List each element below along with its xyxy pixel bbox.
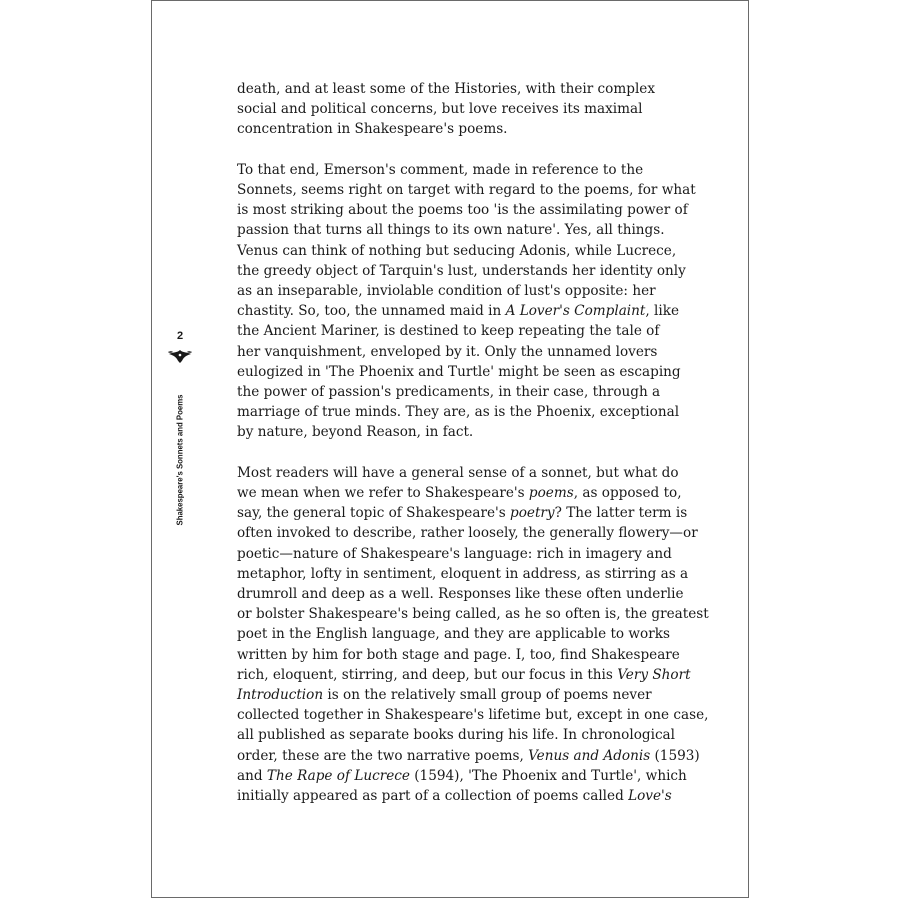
text-run: , like — [645, 303, 679, 320]
text-run: Venus can think of nothing but seducing Adonis, while Lucrece, — [237, 242, 677, 259]
text-line — [237, 645, 680, 665]
text-run: concentration in Shakespeare's poems. — [237, 121, 508, 138]
text-line — [237, 180, 696, 200]
text-line — [237, 200, 688, 220]
text-run: marriage of true minds. They are, as is the Phoenix, exceptional — [237, 404, 680, 421]
text-line — [237, 160, 669, 180]
text-run: often invoked to describe, rather loosely, the generally flowery—or — [237, 525, 698, 542]
text-run: as an inseparable, inviolable condition of lust's opposite: her — [237, 283, 656, 300]
text-line — [237, 281, 669, 301]
text-run: the Ancient Mariner, is destined to keep repeating the tale of — [237, 323, 660, 340]
text-run: Most readers will have a general sense of a sonnet, but what do — [237, 464, 679, 481]
text-line — [237, 624, 669, 644]
text-line — [237, 544, 672, 564]
text-run: , as opposed to, — [573, 485, 682, 502]
paragraph — [237, 160, 696, 443]
italic-text: Introduction — [237, 687, 324, 704]
text-line — [237, 301, 679, 321]
text-run: her vanquishment, enveloped by it. Only the unnamed lovers — [237, 343, 658, 360]
text-line — [237, 382, 669, 402]
text-line — [237, 705, 709, 725]
text-run: ? The latter term is — [554, 505, 688, 522]
text-line — [237, 665, 691, 685]
text-run: by nature, beyond Reason, in fact. — [237, 424, 474, 441]
text-run: death, and at least some of the Histories, with their complex — [237, 81, 656, 97]
page-border-top — [151, 0, 749, 1]
text-line — [237, 241, 677, 261]
page-number: 2 — [176, 330, 184, 342]
text-line — [237, 725, 676, 745]
text-run: and — [237, 767, 267, 784]
page-margin-furniture — [160, 330, 200, 530]
paragraph — [237, 79, 669, 140]
text-run: is on the relatively small group of poems never — [323, 687, 652, 704]
text-line — [237, 685, 669, 705]
text-line — [237, 362, 681, 382]
text-line — [237, 321, 669, 341]
text-run: metaphor, lofty in sentiment, eloquent in address, as stirring as a — [237, 565, 689, 582]
text-run: the power of passion's predicaments, in their case, through a — [237, 384, 661, 401]
text-line — [237, 261, 686, 281]
text-run: eulogized in 'The Phoenix and Turtle' might be seen as escaping — [237, 363, 681, 380]
text-line — [237, 604, 709, 624]
italic-text: The Rape of Lucrece — [266, 767, 410, 784]
text-run: rich, eloquent, stirring, and deep, but our focus in this — [237, 666, 618, 683]
body-text — [237, 79, 709, 826]
fleuron-ornament-icon — [167, 348, 193, 364]
text-line — [237, 564, 689, 584]
text-line — [237, 766, 687, 786]
text-line — [237, 483, 682, 503]
text-line — [237, 746, 700, 766]
text-run: poet in the English language, and they are applicable to works — [237, 626, 670, 643]
text-line — [237, 220, 669, 240]
text-run: drumroll and deep as a well. Responses like these often underlie — [237, 586, 684, 603]
text-run: collected together in Shakespeare's lifetime but, except in one case, — [237, 707, 709, 724]
text-line — [237, 422, 669, 442]
text-line — [237, 99, 669, 119]
italic-text: poetry — [510, 505, 555, 522]
text-line — [237, 786, 672, 806]
text-run: poetic—nature of Shakespeare's language: rich in imagery and — [237, 545, 672, 562]
text-run: written by him for both stage and page. I, too, find Shakespeare — [237, 646, 680, 663]
italic-text: Love's — [628, 788, 672, 805]
italic-text: Venus and Adonis — [528, 747, 651, 764]
text-run: we mean when we refer to Shakespeare's — [237, 485, 529, 502]
text-line — [237, 523, 698, 543]
text-line — [237, 584, 684, 604]
text-run: initially appeared as part of a collection of poems called — [237, 788, 629, 805]
text-run: Sonnets, seems right on target with regard to the poems, for what — [237, 182, 696, 198]
text-run: or bolster Shakespeare's being called, as he so often is, the greatest — [237, 606, 709, 623]
text-run: chastity. So, too, the unnamed maid in — [237, 303, 506, 320]
italic-text: Very Short — [617, 666, 691, 683]
text-line — [237, 402, 680, 422]
italic-text: A Lover's Complaint — [505, 303, 646, 320]
text-line — [237, 79, 669, 99]
text-run: all published as separate books during his life. In chronological — [237, 727, 676, 744]
text-run: passion that turns all things to its own nature'. Yes, all things. — [237, 222, 665, 239]
text-run: (1594), 'The Phoenix and Turtle', which — [409, 767, 687, 784]
text-line — [237, 463, 679, 483]
text-line — [237, 503, 688, 523]
text-run: the greedy object of Tarquin's lust, understands her identity only — [237, 262, 686, 279]
text-line — [237, 119, 669, 139]
running-head: Shakespeare's Sonnets and Poems — [175, 394, 185, 526]
text-run: is most striking about the poems too 'is the assimilating power of — [237, 202, 688, 219]
text-run: To that end, Emerson's comment, made in reference to the — [237, 161, 644, 178]
paragraph — [237, 463, 709, 806]
italic-text: poems — [528, 485, 574, 502]
text-run: social and political concerns, but love receives its maximal — [237, 101, 643, 118]
text-run: order, these are the two narrative poems, — [237, 747, 529, 764]
text-run: (1593) — [650, 747, 700, 764]
text-line — [237, 342, 669, 362]
text-run: say, the general topic of Shakespeare's — [237, 505, 511, 522]
